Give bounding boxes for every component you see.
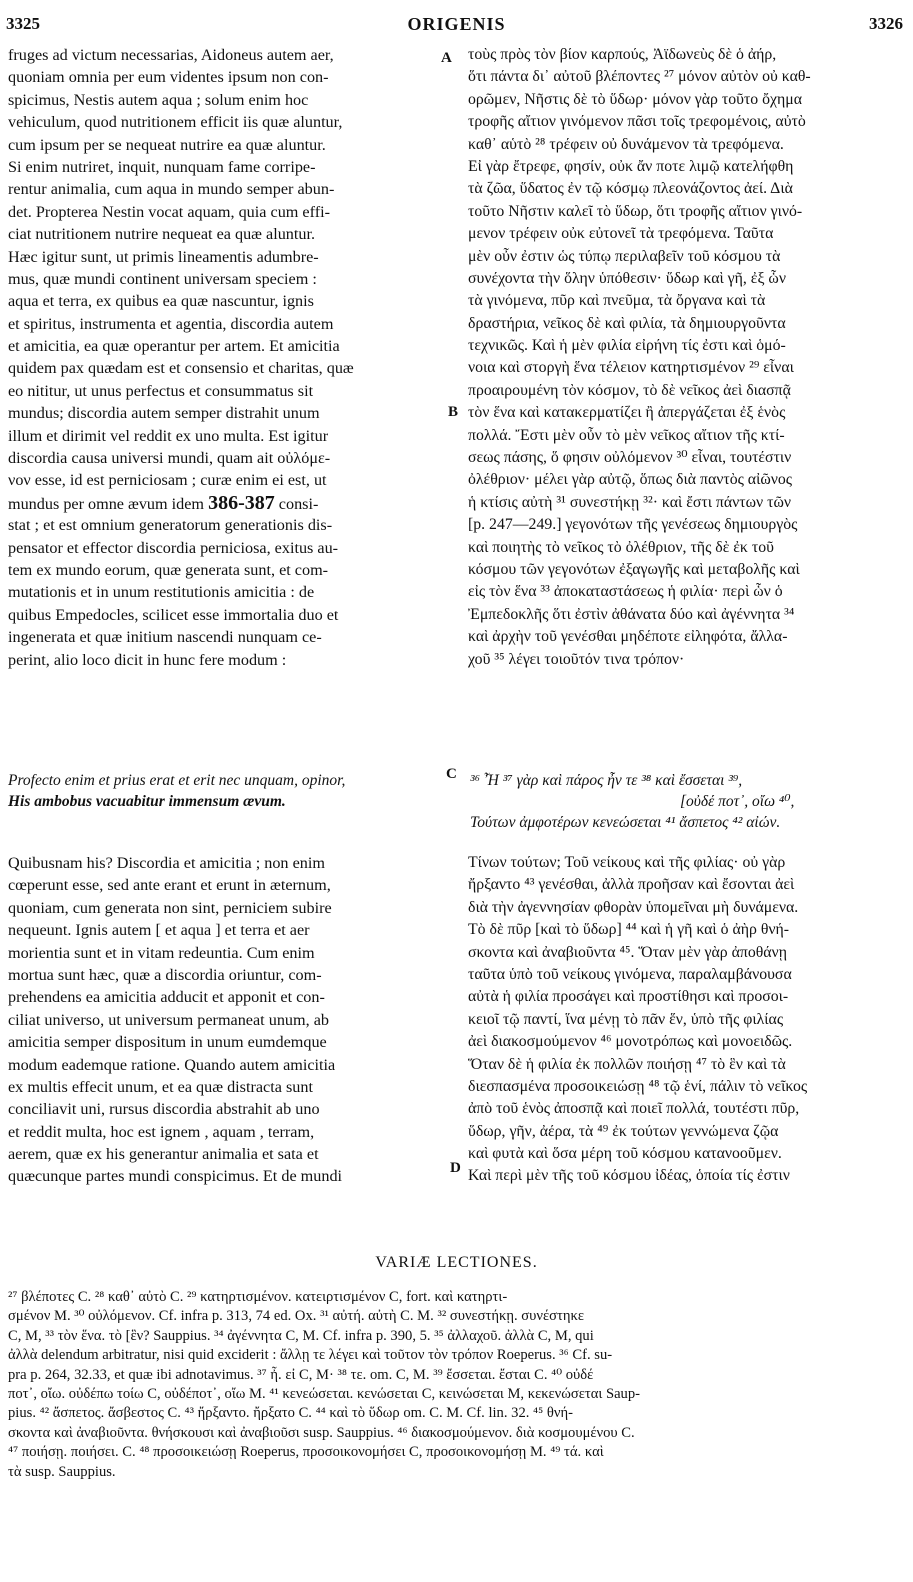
latin-line: tem ex mundo eorum, quæ generata sunt, et com-: [8, 560, 329, 579]
latin-line: et amicitia, ea quæ operantur per artem. Et amicitia: [8, 337, 340, 356]
greek-line: ὕδωρ, γῆν, ἀέρα, τὰ ⁴⁹ ἐκ τούτων γεννώμενα ζῷα: [468, 1122, 779, 1140]
latin-line: quidem pax quædam est et consensio et charitas, quæ: [8, 359, 354, 378]
greek-line: δραστήρια, νεῖκος δὲ καὶ φιλία, τὰ δημιουργοῦντα: [468, 314, 786, 332]
variant-note-line: pius. ⁴² ἄσπετος. ἄσβεστος C. ⁴³ ἤρξαντο. ἤρξατο C. ⁴⁴ καὶ τὸ ὕδωρ om. C. M. Cf. lin. 32. ⁴⁵ θνή-: [8, 1405, 573, 1422]
variant-note-line: ἀλλὰ delendum arbitratur, nisi quid exciderit : ἄλλῃ τε λέγει καὶ τοῦτον τὸν τρόπον Roeperus. ³⁶ Cf. su-: [8, 1347, 613, 1364]
page-number-right: 3326: [869, 14, 903, 33]
latin-line: morientia sunt et in vitam redeuntia. Cum enim: [8, 943, 315, 962]
greek-line: προαιρουμένη τὸν κόσμον, τὸ δὲ νεῖκος ἀεὶ διασπᾷ: [468, 381, 791, 399]
variae-lectiones-notes: [8, 1288, 904, 1482]
greek-line: τοῦτο Νῆστιν καλεῖ τὸ ὕδωρ, ὅτι τροφῆς αἴτιον γινό-: [468, 202, 803, 220]
latin-line: ex multis effecit unum, et ea quæ distracta sunt: [8, 1077, 313, 1096]
greek-line: Τὸ δὲ πῦρ [καὶ τὸ ὕδωρ] ⁴⁴ καὶ ἡ γῆ καὶ ὁ ἀὴρ θνή-: [468, 921, 790, 939]
latin-line: illum et dirimit vel reddit ex uno multa. Est igitur: [8, 426, 329, 445]
variant-note-line: ποτ᾽, οἴω. οὐδέπω τοίω C, οὐδέποτ᾽, οἴω M. ⁴¹ κενεώσεται. κενώσεται C, κεινώσεται M, κεκενώσεται Saup-: [8, 1385, 641, 1402]
latin-line: mus, quæ mundi continent universam speciem :: [8, 269, 317, 288]
latin-line: vehiculum, quod nutritionem efficit iis quæ aluntur,: [8, 113, 343, 132]
greek-line: πολλά. Ἔστι μὲν οὖν τὸ μὲν νεῖκος αἴτιον τῆς κτί-: [468, 426, 785, 444]
latin-line: perint, alio loco dicit in hunc fere modum :: [8, 650, 287, 669]
greek-line: σεως πάσης, ὅ φησιν οὐλόμενον ³⁰ εἶναι, τουτέστιν: [468, 449, 792, 467]
greek-line: μενον τρέφειν οὐκ εὐτονεῖ τὰ τρεφόμενα. Ταῦτα: [468, 225, 774, 243]
variant-note-line: C, M, ³³ τὸν ἕνα. τὸ [ἓν? Sauppius. ³⁴ ἀγέννητα C, M. Cf. infra p. 390, 5. ³⁵ ἀλλαχοῦ. ἀλλὰ C, M, qui: [8, 1327, 594, 1344]
greek-line: χοῦ ³⁵ λέγει τοιοῦτόν τινα τρόπον·: [468, 650, 685, 668]
greek-line: νοια καὶ στοργὴ ἕνα τέλειον κατηρτισμένον ²⁹ εἶναι: [468, 359, 794, 377]
column-number-ref: 386-387: [208, 491, 275, 514]
latin-line: cum ipsum per se nequeat nutrire ea quæ aluntur.: [8, 135, 326, 154]
page-header: [0, 14, 913, 40]
latin-line: Quibusnam his? Discordia et amicitia ; non enim: [8, 854, 325, 872]
latin-line: aerem, quæ ex his generantur animalia et sata et: [8, 1145, 319, 1164]
greek-line: Τίνων τούτων; Τοῦ νείκους καὶ τῆς φιλίας· οὐ γὰρ: [468, 854, 786, 871]
margin-letter-a: A: [441, 50, 452, 66]
latin-line: et spiritus, instrumenta et agentia, discordia autem: [8, 314, 334, 333]
latin-line: quoniam, cum generata non sint, perniciem subire: [8, 898, 332, 917]
latin-line: cœperunt esse, sed ante erant et erunt in æternum,: [8, 876, 331, 895]
variae-lectiones-heading: VARIÆ LECTIONES.: [375, 1254, 538, 1271]
greek-line: τὰ γινόμενα, πῦρ καὶ πνεῦμα, τὰ ὄργανα καὶ τὰ: [468, 292, 766, 310]
margin-letter-b: B: [448, 404, 459, 420]
greek-line: τὸν ἕνα καὶ κατακερματίζει ἢ ἀπεργάζεται ἐξ ἑνὸς: [468, 404, 786, 422]
greek-line: μὲν οὖν ἐστιν ὡς τύπῳ περιλαβεῖν τοῦ κόσμου τὰ: [468, 247, 781, 265]
greek-column-top: [468, 44, 900, 671]
latin-line: mundus per omne ævum idem: [8, 494, 205, 513]
latin-line: det. Propterea Nestin vocat aquam, quia cum effi-: [8, 202, 330, 221]
margin-letter-c: C: [446, 766, 457, 782]
latin-line: fruges ad victum necessarias, Aidoneus autem aer,: [8, 46, 334, 64]
latin-line: prehendens ea amicitia adducit et apponit et con-: [8, 988, 325, 1007]
latin-line: Si enim nutriret, inquit, nunquam fame corripe-: [8, 157, 316, 176]
latin-line: pensator et effector discordia perniciosa, exitus au-: [8, 538, 339, 557]
latin-line: stat ; et est omnium generatorum generationis dis-: [8, 516, 333, 535]
greek-column-bottom: [468, 852, 900, 1188]
latin-column-bottom: [8, 852, 434, 1188]
verse-greek-line: [οὐδέ ποτ᾽, οἴω ⁴⁰,: [680, 793, 795, 810]
latin-line: ciat nutritionem nutrire nequeat ea quæ aluntur.: [8, 225, 316, 244]
latin-line: ciliat universo, ut universum permaneat unum, ab: [8, 1010, 329, 1029]
verse-latin: [8, 770, 448, 812]
greek-line: σκοντα καὶ ἀναβιοῦντα ⁴⁵. Ὅταν μὲν γὰρ ἀποθάνῃ: [468, 943, 787, 961]
latin-line-with-page-ref: [8, 492, 434, 514]
greek-line: ὅτι πάντα δι᾽ αὐτοῦ βλέποντες ²⁷ μόνον αὐτὸν οὐ καθ-: [468, 68, 811, 86]
latin-line: νον esse, id est perniciosam ; curæ enim ei est, ut: [8, 471, 327, 490]
latin-column-top: [8, 44, 434, 671]
page-number-left: 3325: [6, 14, 40, 33]
greek-line: Καὶ περὶ μὲν τῆς τοῦ κόσμου ἰδέας, ὁποία τίς ἐστιν: [468, 1167, 790, 1185]
verse-greek: [470, 770, 900, 833]
greek-line: καὶ ποιητὴς τὸ νεῖκος τὸ ὀλέθριον, τῆς δὲ ἐκ τοῦ: [468, 538, 774, 556]
verse-latin-line: His ambobus vacuabitur immensum ævum.: [8, 793, 286, 810]
latin-line: mutationis et in unum restitutionis amicitia : de: [8, 583, 315, 602]
greek-line: ἡ κτίσις αὐτὴ ³¹ συνεστήκῃ ³²· καὶ ἔστι πάντων τῶν: [468, 493, 792, 511]
latin-line: mortua sunt hæc, quæ a discordia oriuntur, com-: [8, 965, 322, 984]
variant-note-line: ⁴⁷ ποιήσῃ. ποιήσει. C. ⁴⁸ προσοικειώσῃ Roeperus, προσοικονομήσει C, προσοικονομήσῃ M. ⁴⁹ τά. καὶ: [8, 1444, 604, 1461]
latin-line: amicitia semper dispositum in unum eumdemque: [8, 1033, 327, 1052]
greek-line: ἤρξαντο ⁴³ γενέσθαι, ἀλλὰ προῆσαν καὶ ἔσονται ἀεὶ: [468, 876, 795, 894]
greek-line: ὀλέθριον· μέλει γὰρ αὐτῷ, ὅπως διὰ παντὸς αἰῶνος: [468, 471, 793, 489]
variant-note-line: ²⁷ βλέποτες C. ²⁸ καθ᾽ αὐτὸ C. ²⁹ κατηρτισμένον. κατειρτισμένον C, fort. καὶ κατηρτι-: [8, 1289, 508, 1305]
running-title: ORIGENIS: [407, 14, 506, 34]
latin-line: rentur animalia, cum aqua in mundo semper abun-: [8, 180, 335, 199]
greek-line: διὰ τὴν ἀγεννησίαν φθορὰν ὑπομεῖναι μὴ δυνάμενα.: [468, 898, 799, 916]
greek-line: διεσπασμένα προσοικειώσῃ ⁴⁸ τῷ ἑνί, πάλιν τὸ νεῖκος: [468, 1077, 808, 1095]
latin-line: quibus Empedocles, scilicet esse immortalia duo et: [8, 605, 339, 624]
margin-letter-d: D: [450, 1160, 461, 1176]
greek-line: ἀεὶ διακοσμούμενον ⁴⁶ μονοτρόπως καὶ μονοειδῶς.: [468, 1033, 793, 1051]
greek-line: συνέχοντα τὴν ὅλην ὑπόθεσιν· ὕδωρ καὶ γῆ, ἐξ ὧν: [468, 269, 786, 287]
latin-line: mundus; discordia autem semper distrahit unum: [8, 404, 320, 423]
greek-line: καὶ ἀρχὴν τοῦ γενέσθαι μηδέποτε εἰληφότα, ἄλλα-: [468, 628, 788, 646]
latin-line: aqua et terra, ex quibus ea quæ nascuntur, ignis: [8, 292, 314, 311]
latin-line-tail: consi-: [278, 494, 319, 513]
variant-note-line: σμένον M. ³⁰ οὐλόμενον. Cf. infra p. 313, 74 ed. Ox. ³¹ αὐτή. αὐτὴ C. M. ³² συνεστήκῃ. συνέστηκε: [8, 1308, 584, 1325]
verse-greek-line: Τούτων ἀμφοτέρων κενεώσεται ⁴¹ ἄσπετος ⁴² αἰών.: [470, 814, 781, 831]
latin-line: Hæc igitur sunt, ut primis lineamentis adumbre-: [8, 247, 319, 266]
latin-line: quoniam omnia per eum videntes ipsum non con-: [8, 68, 329, 87]
verse-latin-line: Profecto enim et prius erat et erit nec unquam, opinor,: [8, 772, 346, 789]
latin-line: spicimus, Nestis autem aqua ; solum enim hoc: [8, 90, 309, 109]
latin-line: quæcunque partes mundi conspicimus. Et de mundi: [8, 1167, 343, 1186]
greek-line: κειοῖ τῷ παντί, ἵνα μένῃ τὸ πᾶν ἕν, ὑπὸ τῆς φιλίας: [468, 1010, 784, 1028]
greek-line: καθ᾽ αὑτὸ ²⁸ τρέφειν οὐ δυνάμενον τὰ τρεφόμενα.: [468, 135, 784, 153]
latin-line: nequeunt. Ignis autem [ et aqua ] et terra et aer: [8, 921, 310, 940]
latin-line: conciliavit uni, rursus discordia abstrahit ab uno: [8, 1100, 320, 1119]
greek-line: ἀπὸ τοῦ ἑνὸς ἀποσπᾷ καὶ ποιεῖ πολλά, τουτέστι πῦρ,: [468, 1100, 800, 1118]
greek-line: τοὺς πρὸς τὸν βίον καρπούς, Ἀϊδωνεὺς δὲ ὁ ἀήρ,: [468, 46, 777, 63]
variant-note-line: σκοντα καὶ ἀναβιοῦντα. θνήσκουσι καὶ ἀναβιοῦσι susp. Sauppius. ⁴⁶ διακοσμούμενον. διὰ κοσμουμένου C.: [8, 1424, 635, 1441]
greek-line: τὰ ζῶα, ὕδατος ἐν τῷ κόσμῳ πλεονάζοντος ἀεί. Διὰ: [468, 180, 793, 198]
greek-line: κόσμου τῶν γεγονότων ἐξαγωγῆς καὶ μεταβολῆς καὶ: [468, 560, 800, 578]
latin-line: ingenerata et quæ initium nascendi nunquam ce-: [8, 628, 322, 647]
greek-line: [p. 247—249.] γεγονότων τῆς γενέσεως δημιουργὸς: [468, 516, 798, 534]
latin-line: modum eademque ratione. Quando autem amicitia: [8, 1055, 336, 1074]
latin-line: et reddit multa, hoc est ignem , aquam , terram,: [8, 1122, 315, 1141]
greek-line: αὐτὰ ἡ φιλία προσάγει καὶ προστίθησι καὶ προσοι-: [468, 988, 789, 1006]
greek-line: εἰς τὸν ἕνα ³³ ἀποκαταστάσεως ἡ φιλία· περὶ ὧν ὁ: [468, 583, 783, 601]
variant-note-line: pra p. 264, 32.33, et quæ ibi adnotavimus. ³⁷ ἦ. εἰ C, M· ³⁸ τε. om. C, M. ³⁹ ἔσσεται. ἔσται C. ⁴⁰ οὐδέ: [8, 1366, 594, 1383]
verse-greek-line: ³⁶ Ἦ ³⁷ γὰρ καὶ πάρος ἦν τε ³⁸ καὶ ἔσσεται ³⁹,: [470, 772, 743, 789]
latin-line: eo nititur, ut unus perfectus et consummatus sit: [8, 381, 314, 400]
greek-line: τροφῆς αἴτιον γινόμενον πᾶσι τοῖς τρεφομένοις, αὐτὸ: [468, 113, 806, 131]
latin-line: discordia causa universi mundi, quam ait οὐλόμε-: [8, 449, 331, 468]
greek-line: τεχνικῶς. Καὶ ἡ μὲν φιλία εἰρήνη τίς ἐστι καὶ ὁμό-: [468, 337, 786, 355]
greek-line: καὶ φυτὰ καὶ ὅσα μέρη τοῦ κόσμου κατανοοῦμεν.: [468, 1145, 782, 1163]
greek-line: ταῦτα ὑπὸ τοῦ νείκους γινόμενα, παραλαμβάνουσα: [468, 965, 792, 983]
greek-line: ορῶμεν, Νῆστις δὲ τὸ ὕδωρ· μόνον γὰρ τοῦτο ὄχημα: [468, 90, 803, 108]
greek-line: Ἐμπεδοκλῆς ὅτι ἐστὶν ἀθάνατα δύο καὶ ἀγέννητα ³⁴: [468, 605, 795, 623]
greek-line: Ὅταν δὲ ἡ φιλία ἐκ πολλῶν ποιήσῃ ⁴⁷ τὸ ἓν καὶ τὰ: [468, 1055, 786, 1073]
greek-line: Εἰ γὰρ ἔτρεφε, φησίν, οὐκ ἄν ποτε λιμῷ κατελήφθη: [468, 157, 794, 175]
variant-note-line: τὰ susp. Sauppius.: [8, 1463, 116, 1480]
